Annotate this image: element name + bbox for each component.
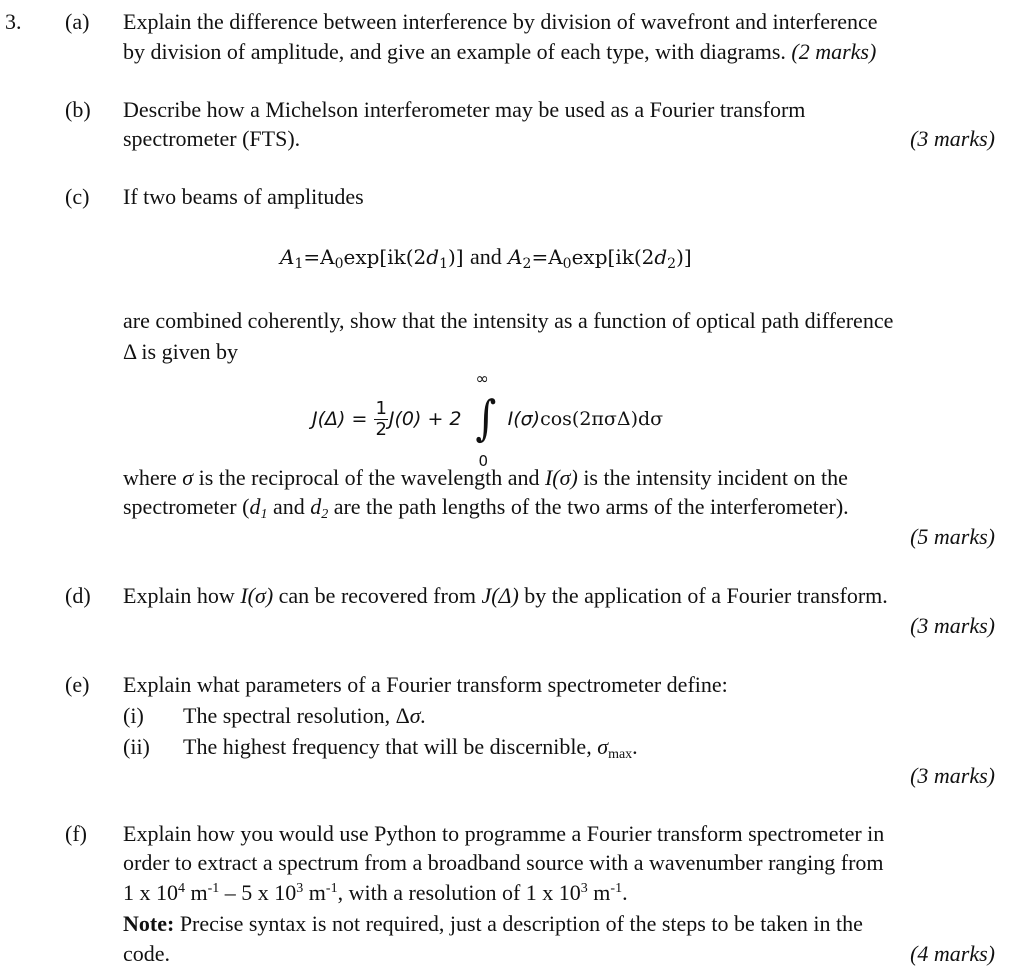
- t: The highest frequency that will be discernible,: [183, 734, 598, 759]
- eq-and: and: [469, 244, 502, 269]
- eq-d1: d: [426, 245, 440, 269]
- part-c-line5: [123, 492, 849, 522]
- exp: 3: [296, 881, 304, 896]
- part-a-label: (a): [65, 9, 90, 34]
- part-f-marks: (4 marks): [910, 941, 995, 966]
- t: is the reciprocal of the wavelength and: [193, 465, 545, 490]
- eq-a2: A: [508, 245, 523, 269]
- eq-a1-sub: 1: [294, 256, 304, 272]
- t: , with a resolution of 1 x 10: [337, 880, 581, 905]
- part-e-i-label: (i): [123, 703, 144, 728]
- d2-sub: 2: [321, 507, 329, 522]
- eq-d1-sub: 1: [439, 256, 448, 272]
- sigma-max-sub: max: [608, 747, 633, 762]
- part-f-line5: code.: [123, 941, 171, 966]
- part-e-ii-text: [183, 732, 638, 762]
- d2: d: [310, 494, 322, 519]
- t: can be recovered from: [273, 583, 482, 608]
- part-f-label: (f): [65, 821, 87, 846]
- t: Explain how: [123, 583, 241, 608]
- t: .: [632, 734, 638, 759]
- eq-exp-b: exp[ik(2: [571, 245, 655, 269]
- part-f-note: [123, 909, 863, 939]
- part-e-i-text: [183, 701, 426, 731]
- note-text: Precise syntax is not required, just a description of the steps to be taken in the: [174, 911, 863, 936]
- t: spectrometer (: [123, 494, 250, 519]
- part-b-line2: spectrometer (FTS).: [123, 126, 301, 151]
- amplitude-equation: [280, 242, 692, 272]
- integral-upper: ∞: [475, 368, 489, 388]
- eq2-frac-num: 1: [375, 398, 387, 419]
- t: .: [622, 880, 628, 905]
- part-b-label: (b): [65, 97, 91, 122]
- part-c-marks: (5 marks): [910, 524, 995, 549]
- sigma: σ: [182, 465, 194, 490]
- t: and: [267, 494, 311, 519]
- t: – 5 x 10: [219, 880, 297, 905]
- t: 1 x 10: [123, 880, 178, 905]
- eq2-integrand: cos(2πσΔ)dσ: [540, 408, 664, 430]
- exp: -1: [325, 881, 338, 896]
- t: The spectral resolution, Δ: [183, 703, 410, 728]
- part-e-label: (e): [65, 672, 90, 697]
- eq-a0b: =A: [531, 245, 563, 269]
- part-f-line3: [123, 878, 628, 908]
- part-e-marks: (3 marks): [910, 763, 995, 788]
- sigma: σ.: [409, 703, 427, 728]
- t: is the intensity incident on the: [577, 465, 848, 490]
- question-number: 3.: [5, 9, 22, 34]
- integral-lower: 0: [478, 451, 489, 470]
- eq2-j0: J(0) + 2: [388, 408, 462, 430]
- t: by the application of a Fourier transform.: [518, 583, 888, 608]
- part-d-line1: [123, 581, 888, 611]
- part-f-line2: order to extract a spectrum from a broadband source with a wavenumber ranging from: [123, 850, 884, 875]
- eq2-fraction: [374, 399, 387, 440]
- sigma: σ: [597, 734, 609, 759]
- integral-sign: ∞ ∫ 0: [475, 368, 497, 470]
- part-a-text: by division of amplitude, and give an example of each type, with diagrams.: [123, 39, 786, 64]
- eq-a0-sub: 0: [334, 256, 344, 272]
- t: are the path lengths of the two arms of the interferometer).: [328, 494, 849, 519]
- eq-a2-sub: 2: [522, 256, 532, 272]
- eq2-integrand-i: I(σ): [507, 408, 541, 430]
- exp: -1: [610, 881, 623, 896]
- eq-a0: =A: [303, 245, 335, 269]
- part-b-marks: (3 marks): [910, 126, 995, 151]
- part-d-marks: (3 marks): [910, 613, 995, 638]
- i-sigma: I(σ): [544, 465, 578, 490]
- part-e-line1: Explain what parameters of a Fourier transform spectrometer define:: [123, 672, 728, 697]
- part-a-line1: Explain the difference between interference by division of wavefront and interference: [123, 9, 878, 34]
- t: m: [587, 880, 611, 905]
- i-sigma: I(σ): [240, 583, 274, 608]
- t: m: [303, 880, 326, 905]
- eq-close: )]: [448, 245, 464, 269]
- intensity-equation: [312, 368, 664, 470]
- eq-close-b: )]: [676, 245, 692, 269]
- eq-exp: exp[ik(2: [343, 245, 427, 269]
- part-e-ii-label: (ii): [123, 734, 150, 759]
- eq2-frac-den: 2: [375, 419, 387, 440]
- exp: -1: [207, 881, 220, 896]
- part-c-line1: If two beams of amplitudes: [123, 184, 364, 209]
- part-c-label: (c): [65, 184, 90, 209]
- d1: d: [249, 494, 261, 519]
- d1-sub: 1: [260, 507, 268, 522]
- eq-a0b-sub: 0: [562, 256, 572, 272]
- eq2-lhs: J(Δ) =: [312, 408, 368, 430]
- part-c-line4: [123, 463, 848, 493]
- eq-d2-sub: 2: [667, 256, 677, 272]
- part-b-line1: Describe how a Michelson interferometer may be used as a Fourier transform: [123, 97, 806, 122]
- t: where: [123, 465, 183, 490]
- exp: 3: [580, 881, 588, 896]
- eq-a1: A: [280, 245, 295, 269]
- eq-d2: d: [654, 245, 668, 269]
- part-f-line1: Explain how you would use Python to programme a Fourier transform spectrometer in: [123, 821, 885, 846]
- note-label: Note:: [123, 911, 175, 936]
- part-c-line2: are combined coherently, show that the intensity as a function of optical path difference: [123, 308, 894, 333]
- part-d-label: (d): [65, 583, 91, 608]
- part-a-marks: (2 marks): [791, 39, 877, 64]
- part-a-line2: [123, 37, 876, 67]
- part-c-line3: Δ is given by: [123, 339, 238, 364]
- exp: 4: [178, 881, 185, 896]
- t: m: [185, 880, 208, 905]
- j-delta: J(Δ): [481, 583, 519, 608]
